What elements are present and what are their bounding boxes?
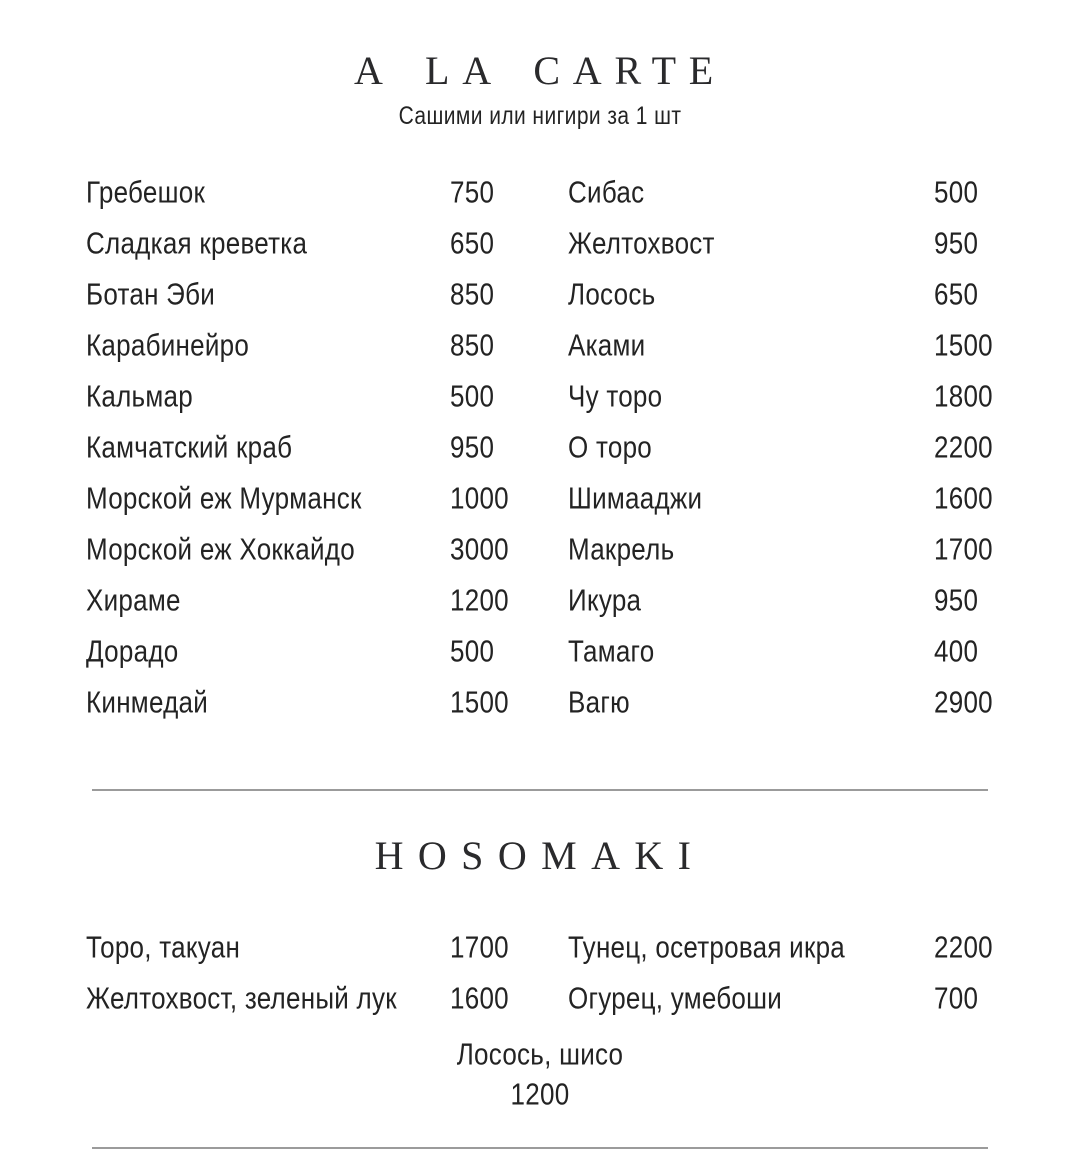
item-price: 850 — [450, 276, 495, 312]
item-price: 650 — [450, 225, 495, 261]
item-name: Сибас — [568, 174, 645, 210]
item-price: 1700 — [934, 531, 993, 567]
item-name: Лосось — [568, 276, 656, 312]
item-price: 2900 — [934, 684, 993, 720]
section-divider — [92, 1147, 988, 1149]
item-name: Сладкая креветка — [86, 225, 308, 261]
item-name: Кинмедай — [86, 684, 209, 720]
item-name: Шимааджи — [568, 480, 703, 516]
item-name: Морской еж Мурманск — [86, 480, 362, 516]
item-price: 1800 — [934, 378, 993, 414]
item-name: Камчатский краб — [86, 429, 293, 465]
item-name: Кальмар — [86, 378, 193, 414]
item-name: Дорадо — [86, 633, 179, 669]
alacarte-menu — [0, 167, 1080, 728]
item-name: Ботан Эби — [86, 276, 216, 312]
item-price: 2200 — [934, 429, 993, 465]
item-price: 950 — [934, 225, 979, 261]
item-price: 1700 — [450, 929, 509, 965]
item-price: 1000 — [450, 480, 509, 516]
item-price: 1200 — [450, 582, 509, 618]
section-subtitle: Сашими или нигири за 1 шт — [398, 102, 682, 130]
item-name: Огурец, умебоши — [568, 980, 783, 1016]
item-name: Лосось, шисо — [456, 1036, 624, 1072]
item-name: Чу торо — [568, 378, 663, 414]
hosomaki-menu — [0, 922, 1080, 1024]
item-price: 1200 — [510, 1076, 570, 1112]
item-price: 500 — [934, 174, 979, 210]
item-name: Вагю — [568, 684, 630, 720]
item-name: Морской еж Хоккайдо — [86, 531, 355, 567]
item-price: 1600 — [450, 980, 509, 1016]
item-price: 1500 — [450, 684, 509, 720]
item-price: 700 — [934, 980, 979, 1016]
item-price: 400 — [934, 633, 979, 669]
menu-row — [86, 968, 1080, 1028]
item-name: Тунец, осетровая икра — [568, 929, 846, 965]
item-name: Макрель — [568, 531, 675, 567]
item-price: 650 — [934, 276, 979, 312]
menu-row — [86, 672, 1080, 732]
item-name: Аками — [568, 327, 646, 363]
item-price: 950 — [934, 582, 979, 618]
item-name: Икура — [568, 582, 642, 618]
section-divider — [92, 789, 988, 791]
item-name: Гребешок — [86, 174, 206, 210]
item-price: 500 — [450, 378, 495, 414]
item-name: Торо, такуан — [86, 929, 241, 965]
item-name: Карабинейро — [86, 327, 250, 363]
item-name: Тамаго — [568, 633, 655, 669]
item-price: 1600 — [934, 480, 993, 516]
section-title-alacarte: A LA CARTE — [353, 48, 727, 93]
section-title-hosomaki: HOSOMAKI — [374, 833, 706, 878]
item-price: 750 — [450, 174, 495, 210]
item-name: Желтохвост — [568, 225, 715, 261]
item-name: Желтохвост, зеленый лук — [86, 980, 397, 1016]
item-price: 3000 — [450, 531, 509, 567]
item-name: О торо — [568, 429, 653, 465]
item-price: 850 — [450, 327, 495, 363]
item-price: 2200 — [934, 929, 993, 965]
item-name: Хираме — [86, 582, 181, 618]
item-price: 1500 — [934, 327, 993, 363]
item-price: 950 — [450, 429, 495, 465]
item-price: 500 — [450, 633, 495, 669]
